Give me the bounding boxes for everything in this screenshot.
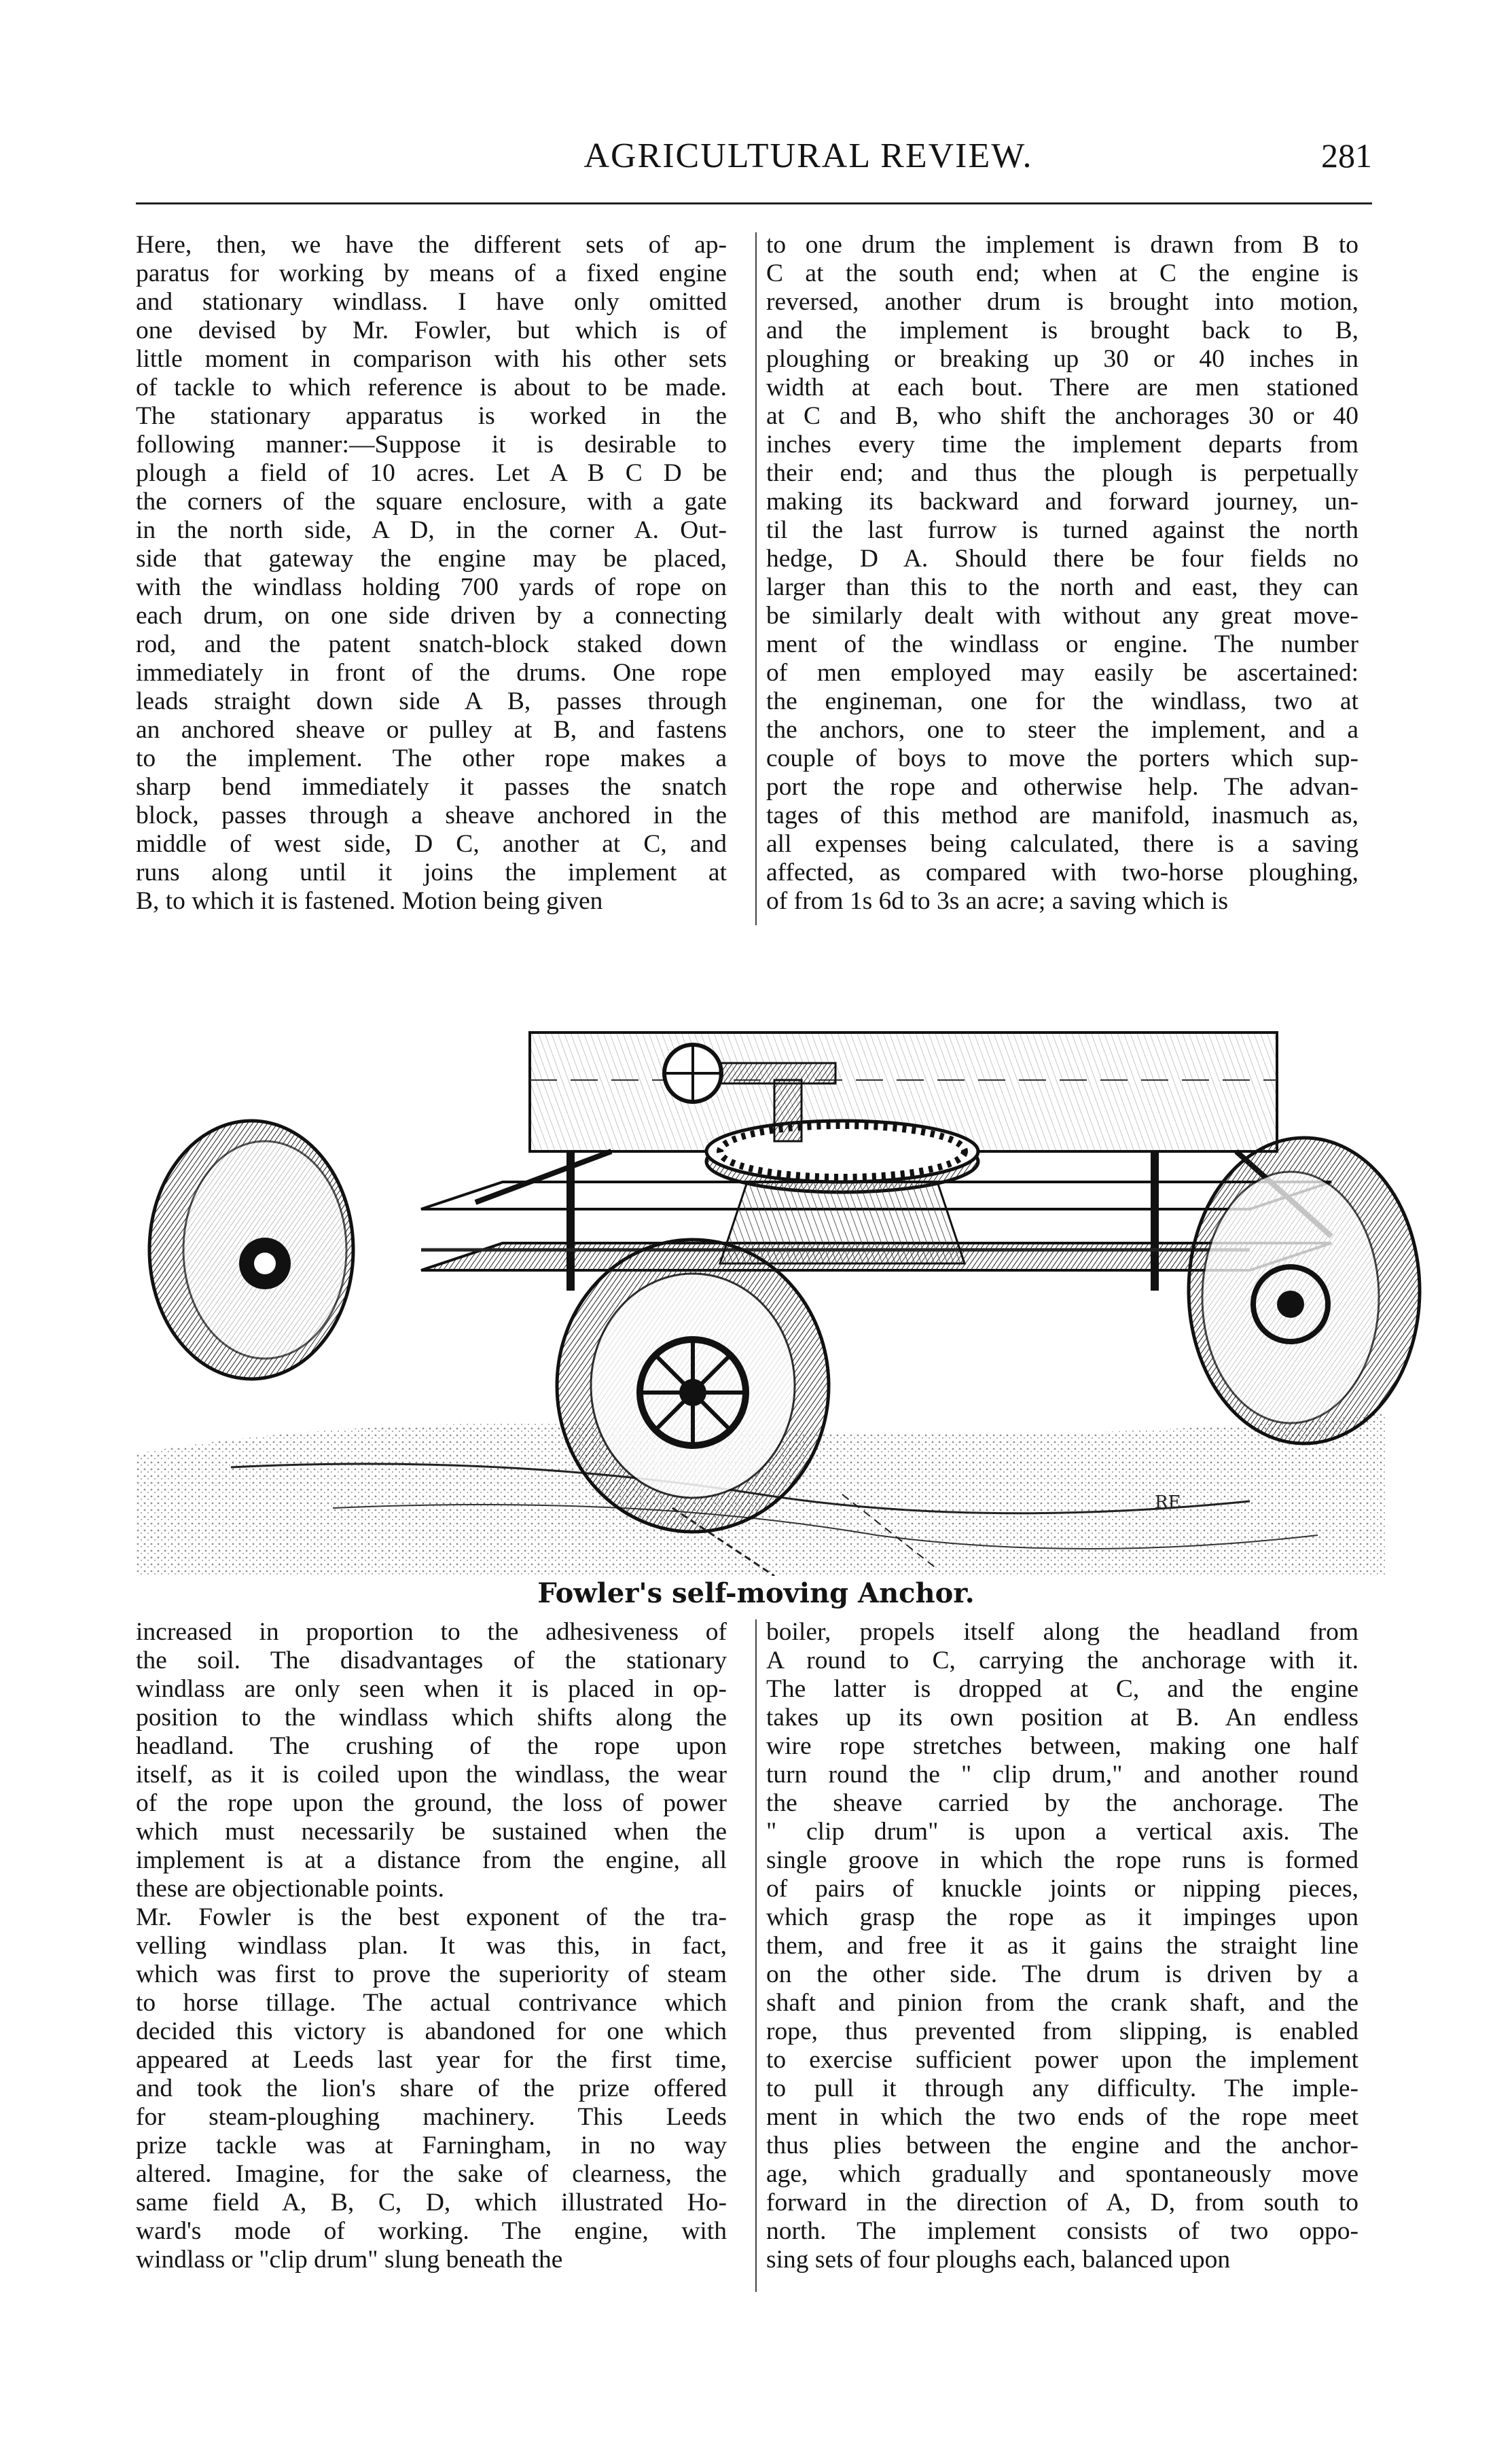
paragraph: [136, 1903, 727, 2274]
text-line: for steam-ploughing machinery. This Leeds: [136, 2103, 727, 2131]
text-line: Mr. Fowler is the best exponent of the tra-: [136, 1903, 727, 1931]
text-line: plough a field of 10 acres. Let A B C D be: [136, 459, 727, 487]
text-line: following manner:—Suppose it is desirable to: [136, 431, 727, 459]
text-line: age, which gradually and spontaneously move: [766, 2160, 1358, 2188]
text-line: middle of west side, D C, another at C, and: [136, 830, 727, 858]
text-line: and the implement is brought back to B,: [766, 317, 1358, 344]
wheel-left: [149, 1121, 353, 1379]
text-line: hedge, D A. Should there be four fields no: [766, 545, 1358, 573]
text-line: little moment in comparison with his other sets: [136, 345, 727, 373]
text-line: the engineman, one for the windlass, two at: [766, 687, 1358, 715]
text-line: be similarly dealt with without any great move-: [766, 602, 1358, 630]
anchor-engraving: [95, 978, 1426, 1576]
text-line: making its backward and forward journey, un-: [766, 488, 1358, 516]
text-line: rope, thus prevented from slipping, is enabled: [766, 2017, 1358, 2045]
text-line: takes up its own position at B. An endless: [766, 1704, 1358, 1731]
text-line: sharp bend immediately it passes the snatch: [136, 773, 727, 801]
text-line: til the last furrow is turned against the north: [766, 516, 1358, 544]
text-line: to one drum the implement is drawn from B to: [766, 231, 1358, 259]
text-line: turn round the " clip drum," and another round: [766, 1761, 1358, 1789]
text-line: altered. Imagine, for the sake of clearness, the: [136, 2160, 727, 2188]
text-line: ment in which the two ends of the rope meet: [766, 2103, 1358, 2131]
text-line: of pairs of knuckle joints or nipping pieces,: [766, 1875, 1358, 1903]
page-number: 281: [1321, 137, 1372, 175]
column-divider: [755, 232, 757, 925]
text-line: ward's mode of working. The engine, with: [136, 2217, 727, 2245]
running-title: AGRICULTURAL REVIEW.: [583, 137, 1033, 175]
text-line: of from 1s 6d to 3s an acre; a saving which is: [766, 887, 1229, 915]
text-line: shaft and pinion from the crank shaft, and the: [766, 1989, 1358, 2017]
text-line: prize tackle was at Farningham, in no way: [136, 2132, 727, 2159]
text-line: implement is at a distance from the engine, all: [136, 1846, 727, 1874]
column-divider: [755, 1619, 757, 2292]
text-line: forward in the direction of A, D, from south to: [766, 2189, 1358, 2216]
text-line: headland. The crushing of the rope upon: [136, 1732, 727, 1760]
text-line: to pull it through any difficulty. The imple-: [766, 2075, 1358, 2102]
text-line: of the rope upon the ground, the loss of power: [136, 1789, 727, 1817]
text-line: with the windlass holding 700 yards of rope on: [136, 573, 727, 601]
text-line: rod, and the patent snatch-block staked down: [136, 630, 727, 658]
text-line: and took the lion's share of the prize offered: [136, 2075, 727, 2102]
text-line: The latter is dropped at C, and the engine: [766, 1675, 1358, 1703]
text-line: Here, then, we have the different sets of ap-: [136, 231, 727, 259]
text-line: tages of this method are manifold, inasmuch as,: [766, 802, 1358, 829]
text-line: which must necessarily be sustained when the: [136, 1818, 727, 1846]
paragraph: [766, 1618, 1358, 2274]
text-line: these are objectionable points.: [136, 1875, 445, 1903]
text-line: same field A, B, C, D, which illustrated Ho-: [136, 2189, 727, 2216]
text-line: the sheave carried by the anchorage. The: [766, 1789, 1358, 1817]
text-line: leads straight down side A B, passes through: [136, 687, 727, 715]
text-line: at C and B, who shift the anchorages 30 or 40: [766, 402, 1358, 430]
bottom-left-column: [136, 1618, 727, 2274]
text-line: which grasp the rope as it impinges upon: [766, 1903, 1358, 1931]
text-line: paratus for working by means of a fixed engine: [136, 259, 727, 287]
figure-caption: Fowler's self-moving Anchor.: [537, 1577, 975, 1609]
text-line: thus plies between the engine and the anchor-: [766, 2132, 1358, 2159]
wheel-center: [557, 1240, 829, 1532]
text-line: B, to which it is fastened. Motion being given: [136, 887, 603, 915]
text-line: single groove in which the rope runs is formed: [766, 1846, 1358, 1874]
text-line: " clip drum" is upon a vertical axis. The: [766, 1818, 1358, 1846]
text-line: couple of boys to move the porters which sup-: [766, 744, 1358, 772]
text-line: windlass are only seen when it is placed in op-: [136, 1675, 727, 1703]
text-line: all expenses being calculated, there is a saving: [766, 830, 1358, 858]
paragraph: [766, 231, 1358, 916]
text-line: increased in proportion to the adhesiveness of: [136, 1618, 727, 1646]
text-line: which was first to prove the superiority of steam: [136, 1960, 727, 1988]
engraver-mark: RE: [1155, 1492, 1181, 1513]
text-line: immediately in front of the drums. One rope: [136, 659, 727, 687]
text-line: block, passes through a sheave anchored in the: [136, 802, 727, 829]
text-line: position to the windlass which shifts along the: [136, 1704, 727, 1731]
text-line: width at each bout. There are men stationed: [766, 374, 1358, 401]
header-rule: [136, 202, 1372, 204]
text-line: on the other side. The drum is driven by a: [766, 1960, 1358, 1988]
bottom-right-column: [766, 1618, 1358, 2274]
text-line: the anchors, one to steer the implement, and a: [766, 716, 1358, 744]
text-line: to exercise sufficient power upon the implement: [766, 2046, 1358, 2074]
paragraph: [136, 1618, 727, 1903]
text-line: runs along until it joins the implement at: [136, 859, 727, 886]
text-line: to horse tillage. The actual contrivance which: [136, 1989, 727, 2017]
text-line: appeared at Leeds last year for the first time,: [136, 2046, 727, 2074]
text-line: windlass or "clip drum" slung beneath the: [136, 2246, 563, 2274]
text-line: the corners of the square enclosure, with a gate: [136, 488, 727, 516]
text-line: and stationary windlass. I have only omitted: [136, 288, 727, 316]
text-line: reversed, another drum is brought into motion,: [766, 288, 1358, 316]
text-line: affected, as compared with two-horse ploughing,: [766, 859, 1358, 886]
paragraph: [136, 231, 727, 916]
wheel-right: [1189, 1138, 1420, 1443]
text-line: an anchored sheave or pulley at B, and fastens: [136, 716, 727, 744]
text-line: ploughing or breaking up 30 or 40 inches in: [766, 345, 1358, 373]
text-line: The stationary apparatus is worked in the: [136, 402, 727, 430]
text-line: one devised by Mr. Fowler, but which is of: [136, 317, 727, 344]
text-line: in the north side, A D, in the corner A. Out-: [136, 516, 727, 544]
top-left-column: [136, 231, 727, 916]
running-head: [136, 136, 1372, 183]
text-line: C at the south end; when at C the engine is: [766, 259, 1358, 287]
text-line: of tackle to which reference is about to be made.: [136, 374, 727, 401]
text-line: velling windlass plan. It was this, in fact,: [136, 1932, 727, 1960]
text-line: the soil. The disadvantages of the stationary: [136, 1647, 727, 1674]
text-line: sing sets of four ploughs each, balanced upon: [766, 2246, 1231, 2274]
text-line: larger than this to the north and east, they can: [766, 573, 1358, 601]
text-line: side that gateway the engine may be placed,: [136, 545, 727, 573]
text-line: to the implement. The other rope makes a: [136, 744, 727, 772]
illustration-self-moving-anchor: [95, 978, 1426, 1590]
text-line: boiler, propels itself along the headland from: [766, 1618, 1358, 1646]
text-line: A round to C, carrying the anchorage with it.: [766, 1647, 1358, 1674]
text-line: port the rope and otherwise help. The advan-: [766, 773, 1358, 801]
top-right-column: [766, 231, 1358, 916]
text-line: ment of the windlass or engine. The number: [766, 630, 1358, 658]
text-line: of men employed may easily be ascertained:: [766, 659, 1358, 687]
text-line: them, and free it as it gains the straight line: [766, 1932, 1358, 1960]
text-line: itself, as it is coiled upon the windlass, the wear: [136, 1761, 727, 1789]
text-line: wire rope stretches between, making one half: [766, 1732, 1358, 1760]
text-line: inches every time the implement departs from: [766, 431, 1358, 459]
text-line: decided this victory is abandoned for one which: [136, 2017, 727, 2045]
text-line: their end; and thus the plough is perpetually: [766, 459, 1358, 487]
text-line: north. The implement consists of two oppo-: [766, 2217, 1358, 2245]
text-line: each drum, on one side driven by a connecting: [136, 602, 727, 630]
